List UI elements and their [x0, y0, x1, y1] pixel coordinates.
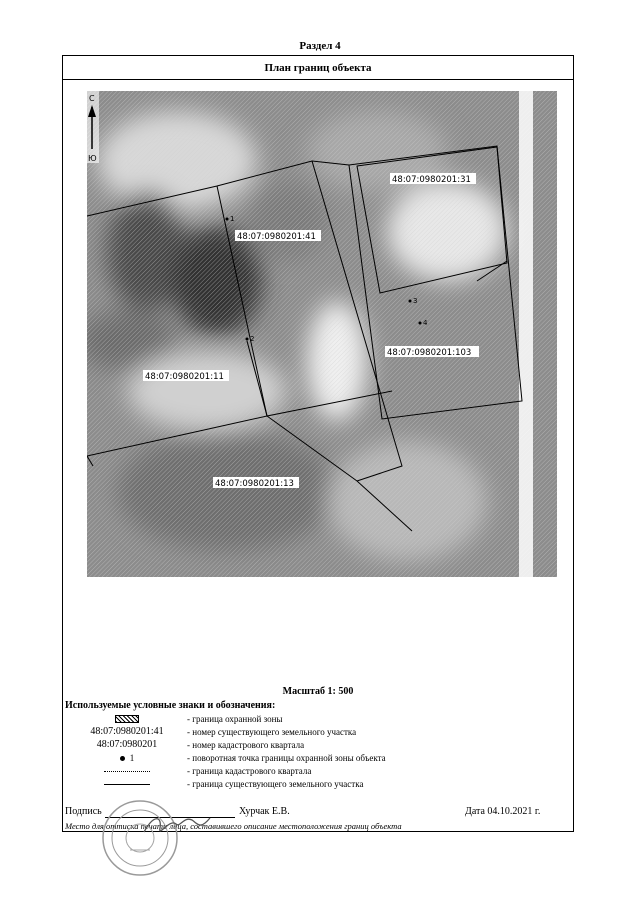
legend-item-parcel-number — [63, 726, 573, 738]
legend-symbol: 48:07:0980201:41 — [90, 726, 164, 737]
scale-label: Масштаб 1: 500 — [282, 686, 354, 697]
signature-date: Дата 04.10.2021 г. — [465, 806, 541, 817]
zone-hatch-icon — [115, 715, 139, 723]
plan-drawing — [87, 91, 557, 577]
parcel-label: 48:07:0980201:13 — [215, 479, 294, 489]
legend-symbol: 48:07:0980201 — [96, 739, 158, 750]
parcel-label: 48:07:0980201:103 — [387, 348, 472, 358]
legend-desc: - номер существующего земельного участка — [187, 727, 357, 737]
parcel-label: 48:07:0980201:11 — [145, 372, 224, 382]
signature-label: Подпись — [65, 806, 102, 817]
legend-symbol: 1 — [129, 753, 135, 763]
compass-icon — [87, 91, 99, 163]
plan-frame — [62, 55, 574, 832]
section-title: Раздел 4 — [299, 40, 341, 52]
compass-south: Ю — [88, 154, 97, 163]
legend-item-quarter-number — [63, 739, 573, 751]
legend-item-quarter-boundary — [63, 765, 573, 777]
road-strip — [519, 91, 533, 577]
legend-desc: - поворотная точка границы охранной зоны объекта — [187, 753, 386, 763]
point-label: 1 — [230, 215, 235, 223]
solid-line-icon — [104, 784, 150, 785]
dotted-line-icon — [104, 771, 150, 772]
point-label: 2 — [250, 335, 255, 343]
compass-north: С — [89, 94, 95, 103]
legend-desc: - граница существующего земельного участка — [187, 779, 364, 789]
handwritten-signature-icon — [140, 810, 220, 840]
plan-title: План границ объекта — [63, 56, 573, 80]
legend-desc: - граница охранной зоны — [187, 714, 283, 724]
parcel-label: 48:07:0980201:41 — [237, 232, 316, 242]
legend-desc: - граница кадастрового квартала — [187, 766, 312, 776]
legend-title: Используемые условные знаки и обозначения: — [65, 700, 276, 711]
legend-desc: - номер кадастрового квартала — [187, 740, 305, 750]
stamp-note: Место для оттиска печати лица, составившего описание местоположения границ объекта — [65, 821, 402, 831]
parcel-label: 48:07:0980201:31 — [392, 175, 471, 185]
legend-item-turning-point — [63, 752, 573, 764]
legend-item-zone-boundary — [63, 713, 573, 725]
point-dot-icon — [120, 756, 125, 761]
legend-item-parcel-boundary — [63, 778, 573, 790]
point-label: 3 — [413, 297, 418, 305]
aerial-plan-map — [87, 91, 557, 577]
point-label: 4 — [423, 319, 428, 327]
signer-name: Хурчак Е.В. — [239, 806, 290, 817]
